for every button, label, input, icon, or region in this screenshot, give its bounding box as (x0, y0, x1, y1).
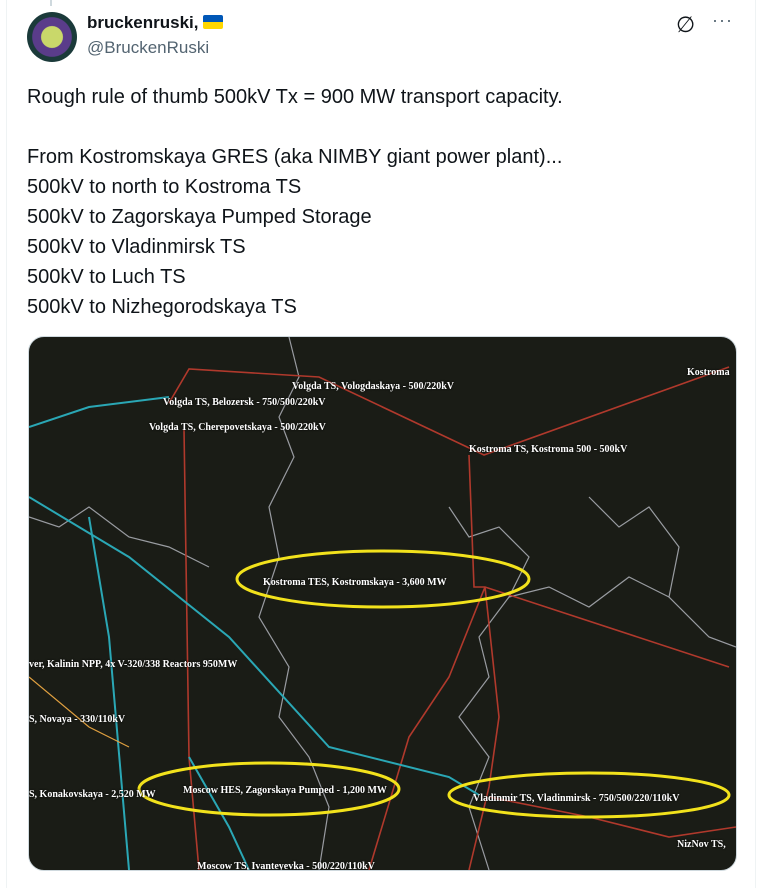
map-label: Vladinmir TS, Vladinmirsk - 750/500/220/110kV (473, 793, 680, 804)
map-label: Kostroma TES, Kostromskaya - 3,600 MW (263, 577, 447, 588)
map-label: Moscow HES, Zagorskaya Pumped - 1,200 MW (183, 785, 387, 796)
ukraine-flag-icon (203, 15, 223, 29)
author-handle[interactable]: @BruckenRuski (87, 38, 210, 57)
map-label: Kostroma (687, 367, 730, 378)
map-label: Volgda TS, Cherepovetskaya - 500/220kV (149, 422, 326, 433)
more-options-button[interactable]: ··· (712, 10, 733, 30)
tweet-image-map[interactable] (28, 336, 737, 871)
map-label: Volgda TS, Vologdaskaya - 500/220kV (292, 381, 455, 392)
map-label: NizNov TS, (677, 839, 726, 850)
author-name[interactable]: bruckenruski, (87, 13, 223, 33)
avatar[interactable] (27, 12, 77, 62)
map-label: Moscow TS, Ivanteyevka - 500/220/110kV (197, 861, 375, 871)
map-label: S, Novaya - 330/110kV (29, 714, 126, 725)
highlight-ellipses (139, 551, 729, 817)
thread-line (50, 0, 52, 6)
tweet-text: Rough rule of thumb 500kV Tx = 900 MW transport capacity. From Kostromskaya GRES (aka NIMBY giant power plant)... 500kV to north to Kostroma TS 500kV to Zagorskaya Pumped Storage 500kV to Vladinmirsk TS 500kV to Luch TS 500kV to Nizhegorodskaya TS (27, 86, 563, 318)
map-label: S, Konakovskaya - 2,520 MW (29, 789, 156, 800)
map-label: ver, Kalinin NPP, 4x V-320/338 Reactors 950MW (29, 659, 238, 670)
map-label: Volgda TS, Belozersk - 750/500/220kV (163, 397, 326, 408)
map-label: Kostroma TS, Kostroma 500 - 500kV (469, 444, 628, 455)
grok-icon[interactable]: ∅ (676, 12, 696, 37)
